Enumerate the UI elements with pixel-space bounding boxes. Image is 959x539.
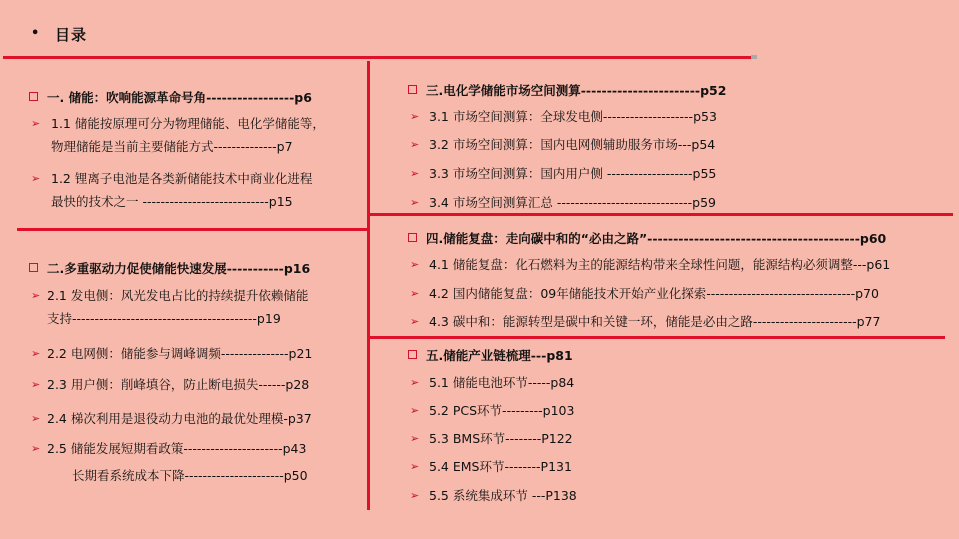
header-bullet: • <box>31 26 40 41</box>
chevron-arrow-icon: ➢ <box>410 138 420 151</box>
right-section-divider-2 <box>370 336 945 339</box>
square-outline-icon <box>29 92 38 101</box>
item-line: 2.3 用户侧：削峰填谷，防止断电损失------p28 <box>47 377 310 392</box>
header-divider <box>3 56 751 59</box>
chevron-arrow-icon: ➢ <box>31 412 41 425</box>
chevron-arrow-icon: ➢ <box>31 289 41 302</box>
chevron-arrow-icon: ➢ <box>410 315 420 328</box>
toc-section-2[interactable] <box>29 259 310 277</box>
chevron-arrow-icon: ➢ <box>410 404 420 417</box>
header-divider-end <box>751 55 757 59</box>
chevron-arrow-icon: ➢ <box>31 442 41 455</box>
toc-section-5[interactable] <box>408 346 573 364</box>
item-line: 2.4 梯次利用是退役动力电池的最优处理模-p37 <box>47 411 312 426</box>
item-line: 5.2 PCS环节---------p103 <box>429 403 575 418</box>
section-title: 五.储能产业链梳理---p81 <box>426 348 573 363</box>
item-line: 3.1 市场空间测算：全球发电侧--------------------p53 <box>429 109 717 124</box>
item-line: 5.3 BMS环节--------P122 <box>429 431 573 446</box>
item-line: 物理储能是当前主要储能方式--------------p7 <box>51 139 293 154</box>
section-title: 三.电化学储能市场空间测算-----------------------p52 <box>426 83 727 98</box>
item-line: 2.2 电网侧：储能参与调峰调频---------------p21 <box>47 346 313 361</box>
item-line: 5.4 EMS环节--------P131 <box>429 459 572 474</box>
item-line: 支持-----------------------------------------p19 <box>47 311 281 326</box>
chevron-arrow-icon: ➢ <box>31 347 41 360</box>
toc-section-1[interactable] <box>29 88 312 106</box>
item-line: 3.3 市场空间测算：国内用户侧 -------------------p55 <box>429 166 717 181</box>
toc-section-3[interactable] <box>408 81 726 99</box>
section-title: 四.储能复盘：走向碳中和的“必由之路”-----------------------------------------p60 <box>426 231 887 246</box>
item-line: 5.1 储能电池环节-----p84 <box>429 375 575 390</box>
item-line: 4.3 碳中和：能源转型是碳中和关键一环，储能是必由之路-----------------------p77 <box>429 314 881 329</box>
section-title: 一. 储能：吹响能源革命号角-----------------p6 <box>47 90 312 105</box>
section-title: 二.多重驱动力促使储能快速发展-----------p16 <box>47 261 311 276</box>
square-outline-icon <box>408 233 417 242</box>
item-line: 3.4 市场空间测算汇总 ------------------------------p59 <box>429 195 716 210</box>
item-line: 4.2 国内储能复盘：09年储能技术开始产业化探索---------------------------------p70 <box>429 286 879 301</box>
chevron-arrow-icon: ➢ <box>410 432 420 445</box>
square-outline-icon <box>408 85 417 94</box>
chevron-arrow-icon: ➢ <box>410 110 420 123</box>
item-line: 3.2 市场空间测算：国内电网侧辅助服务市场---p54 <box>429 137 716 152</box>
item-line: 长期看系统成本下降----------------------p50 <box>72 468 308 483</box>
chevron-arrow-icon: ➢ <box>31 117 41 130</box>
item-line: 2.5 储能发展短期看政策----------------------p43 <box>47 441 307 456</box>
chevron-arrow-icon: ➢ <box>410 489 420 502</box>
item-line: 最快的技术之一 ----------------------------p15 <box>51 194 293 209</box>
chevron-arrow-icon: ➢ <box>31 378 41 391</box>
page-title: 目录 <box>55 26 88 44</box>
toc-section-4[interactable] <box>408 229 886 247</box>
chevron-arrow-icon: ➢ <box>410 258 420 271</box>
chevron-arrow-icon: ➢ <box>410 196 420 209</box>
item-line: 5.5 系统集成环节 ---P138 <box>429 488 577 503</box>
chevron-arrow-icon: ➢ <box>31 172 41 185</box>
chevron-arrow-icon: ➢ <box>410 287 420 300</box>
chevron-arrow-icon: ➢ <box>410 167 420 180</box>
item-line: 4.1 储能复盘：化石燃料为主的能源结构带来全球性问题，能源结构必须调整---p61 <box>429 257 891 272</box>
chevron-arrow-icon: ➢ <box>410 376 420 389</box>
square-outline-icon <box>408 350 417 359</box>
column-divider <box>367 61 370 510</box>
left-section-divider <box>17 228 367 231</box>
item-line: 1.2 锂离子电池是各类新储能技术中商业化进程 <box>51 171 313 186</box>
item-line: 1.1 储能按原理可分为物理储能、电化学储能等， <box>51 116 325 131</box>
chevron-arrow-icon: ➢ <box>410 460 420 473</box>
item-line: 2.1 发电侧：风光发电占比的持续提升依赖储能 <box>47 288 309 303</box>
square-outline-icon <box>29 263 38 272</box>
